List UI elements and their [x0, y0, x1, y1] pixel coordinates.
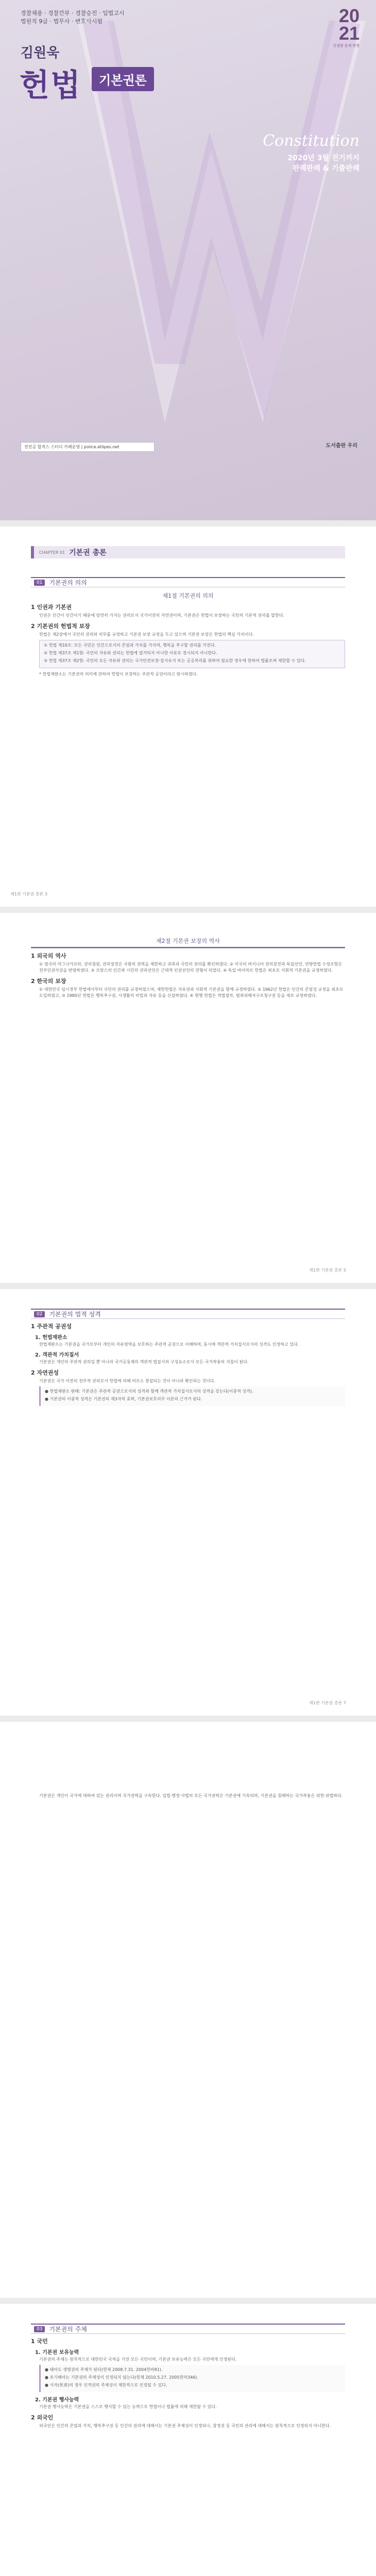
- chapter-3-page: [31, 2324, 345, 2431]
- cover-edition-line2: 판례판례 & 기출판례: [292, 164, 360, 173]
- case-box: [39, 2365, 345, 2392]
- chapter-title: 기본권 총론: [69, 549, 107, 557]
- page-number: 제1편 기본권 총론 3: [10, 892, 47, 896]
- item-heading: 1 외국의 역사: [31, 953, 66, 959]
- page-separator: [0, 2298, 376, 2304]
- section-title: 기본권의 주체: [49, 2326, 87, 2333]
- section-bar: [31, 1309, 345, 1319]
- box-line: ① 헌법 제10조: 모든 국민은 인간으로서의 존엄과 가치를 가지며, 행복을 추구할 권리를 가진다.: [44, 643, 216, 648]
- front-cover: [0, 0, 376, 520]
- item-subheading: 2. 기본권 행사능력: [35, 2397, 79, 2403]
- item-text: 기본권은 국가 이전의 천부적 권리로서 헌법에 의해 비로소 창설되는 것이 아니라 확인되는 것이다.: [39, 1379, 216, 1383]
- item-text: ① 영국의 마그나카르타, 권리청원, 권리장전은 국왕의 권력을 제한하고 귀족과 국민의 권리를 확인하였다. ② 미국의 버지니아 권리장전과 독립선언, 연방헌법 수정조항은 천부인권사상을 반영하였다. ③ 프랑스의 인간과 시민의 권리선언은 근대적 인권선언의 전형이 되었다. ④ 독일 바이마르 헌법은 최초로 사회적 기본권을 규정하였다.: [39, 962, 343, 973]
- section-title: 기본권의 법적 성격: [49, 1311, 101, 1318]
- cover-exam-tags: 경찰채용 · 경찰간부 · 경찰승진 · 입법고시 법원직 9급 · 법무사 · 변호사시험: [21, 10, 125, 25]
- footnote: * 헌법재판소는 기본권의 의미에 관하여 헌법이 보장하는 주관적 공권이라고 판시하였다.: [39, 672, 198, 676]
- page-separator: [0, 907, 376, 913]
- box-line: ● 헌법재판소 판례: 기본권은 주관적 공권으로서의 성격과 함께 객관적 가치질서로서의 성격을 갖는다(이중적 성격).: [45, 1389, 253, 1394]
- section-title: 기본권의 의의: [49, 579, 87, 586]
- item-text: 외국인은 인간의 존엄과 가치, 행복추구권 등 인간의 권리에 대해서는 기본권 주체성이 인정되나, 참정권 등 국민의 권리에 대해서는 원칙적으로 인정되지 아니한다.: [39, 2424, 331, 2428]
- item-text: ① 대한민국 임시정부 헌법에서부터 국민의 권리를 규정하였으며, 제헌헌법은 자유권과 사회적 기본권을 함께 규정하였다. ② 1962년 헌법은 인간의 존엄성 규정을 최초로 도입하였고, ③ 1980년 헌법은 행복추구권, 사생활의 비밀과 자유 등을 신설하였다. ④ 현행 헌법은 적법절차, 범죄피해자구조청구권 등을 새로 규정하였다.: [39, 987, 344, 998]
- cover-title: 헌법: [20, 68, 81, 103]
- chapter-label: CHAPTER 01: [39, 550, 65, 555]
- item-heading: 2 외국인: [31, 2414, 54, 2421]
- box-line: ● 기본권의 이중적 성격은 기본권의 제3자적 효력, 기본권보호의무 이론의 근거가 된다.: [45, 1397, 202, 1401]
- cover-info-bar: 전진공 합격스 스터디 카페운영 | police.atlipes.net: [21, 442, 155, 452]
- case-box: [39, 1386, 345, 1406]
- item-heading: 1 주관적 공권성: [31, 1323, 72, 1330]
- box-line: ● 초기배아는 기본권의 주체성이 인정되지 않는다(헌재 2010.5.27. 2005헌마346).: [45, 2375, 198, 2380]
- provision-box: [39, 640, 345, 668]
- page-separator: [0, 1283, 376, 1289]
- subsection-title: 제1절 기본권의 의의: [162, 592, 214, 599]
- cover-edition-line1: 2020년 3월 전기까지: [287, 154, 360, 162]
- page-number: 제1편 기본권 총론 5: [309, 1268, 346, 1273]
- chapter-2-page: [31, 1309, 345, 1409]
- item-text: 헌법은 제2장에서 국민의 권리와 의무를 규정하고 기본권 보장 규정을 두고 있으며 기본권 보장은 헌법의 핵심 가치이다.: [39, 632, 254, 637]
- cover-author: 김원욱: [21, 45, 60, 61]
- item-heading: 1 국민: [31, 2338, 48, 2345]
- chapter-1b-page: [31, 933, 345, 1001]
- section-number: 02: [34, 1311, 45, 1317]
- chapter-1-page: [31, 546, 345, 680]
- item-heading: 2 자연권성: [31, 1369, 59, 1376]
- subsection-title: 제2절 기본권 보장의 역사: [156, 938, 220, 944]
- section-divider: [31, 947, 345, 948]
- section-bar: [31, 577, 345, 587]
- item-text: 헌법재판소는 기본권을 국가로부터 개인의 자유영역을 보호하는 주관적 공권으로 이해하며, 동시에 객관적 가치질서로서의 성격도 인정하고 있다.: [39, 1342, 299, 1347]
- cover-constitution: Constitution: [263, 132, 360, 150]
- section-bar: [31, 2324, 345, 2334]
- item-text: 기본권 행사능력은 기본권을 스스로 행사할 수 있는 능력으로 헌법이나 법률에 의해 제한될 수 있다.: [39, 2404, 217, 2409]
- section-number: 01: [34, 580, 45, 586]
- page-number: 제1편 기본권 총론 7: [309, 1701, 346, 1705]
- cover-publisher: 도서출판 우리: [326, 443, 357, 449]
- item-subheading: 1. 기본권 보유능력: [35, 2350, 79, 2355]
- item-text: 인권은 인간이 인간이기 때문에 당연히 가지는 권리로서 국가이전의 자연권이며, 기본권은 헌법이 보장하는 국민의 기본적 권리를 말한다.: [39, 613, 284, 618]
- chapter-header: [31, 546, 345, 558]
- page-separator: [0, 520, 376, 527]
- item-text: 기본권은 개인이 국가에 대하여 갖는 권리이며 국가권력을 구속한다. 입법·행정·사법의 모든 국가권력은 기본권에 기속되며, 기본권을 침해하는 국가작용은 위헌·위법하다.: [39, 1793, 343, 1798]
- box-line: ● 사자(死者)의 경우 인격권의 주체성이 제한적으로 인정될 수 있다.: [45, 2383, 167, 2387]
- item-heading: 2 한국의 보장: [31, 978, 66, 985]
- item-text: 기본권은 개인의 주관적 권리일 뿐 아니라 국가공동체의 객관적 법질서의 구성요소로서 모든 국가작용의 지침이 된다.: [39, 1360, 249, 1364]
- cover-year: 20 21: [338, 5, 360, 44]
- item-text: 기본권의 주체는 원칙적으로 대한민국 국적을 가진 모든 국민이며, 기본권 보유능력은 모든 국민에게 인정된다.: [39, 2357, 237, 2362]
- box-line: ③ 헌법 제37조 제2항: 국민의 모든 자유와 권리는 국가안전보장·질서유지 또는 공공복리를 위하여 필요한 경우에 한하여 법률로써 제한할 수 있다.: [44, 658, 306, 663]
- cover-badge: 기본권론: [92, 67, 154, 91]
- item-heading: 1 인권과 기본권: [31, 604, 72, 611]
- item-subheading: 2. 객관적 가치질서: [35, 1352, 79, 1358]
- item-subheading: 1. 헌법재판소: [35, 1335, 67, 1341]
- page-separator: [0, 1716, 376, 1722]
- cover-year-subtitle: 신경향 문제 반영: [333, 44, 360, 48]
- section-number: 03: [34, 2326, 45, 2332]
- box-line: ● 태아도 생명권의 주체가 된다(헌재 2008.7.31. 2004헌바81).: [45, 2367, 163, 2372]
- box-line: ② 헌법 제37조 제1항: 국민의 자유와 권리는 헌법에 열거되지 아니한 이유로 경시되지 아니한다.: [44, 651, 217, 655]
- item-heading: 2 기본권의 헌법적 보장: [31, 623, 90, 630]
- chapter-2b-page: [31, 1793, 345, 1801]
